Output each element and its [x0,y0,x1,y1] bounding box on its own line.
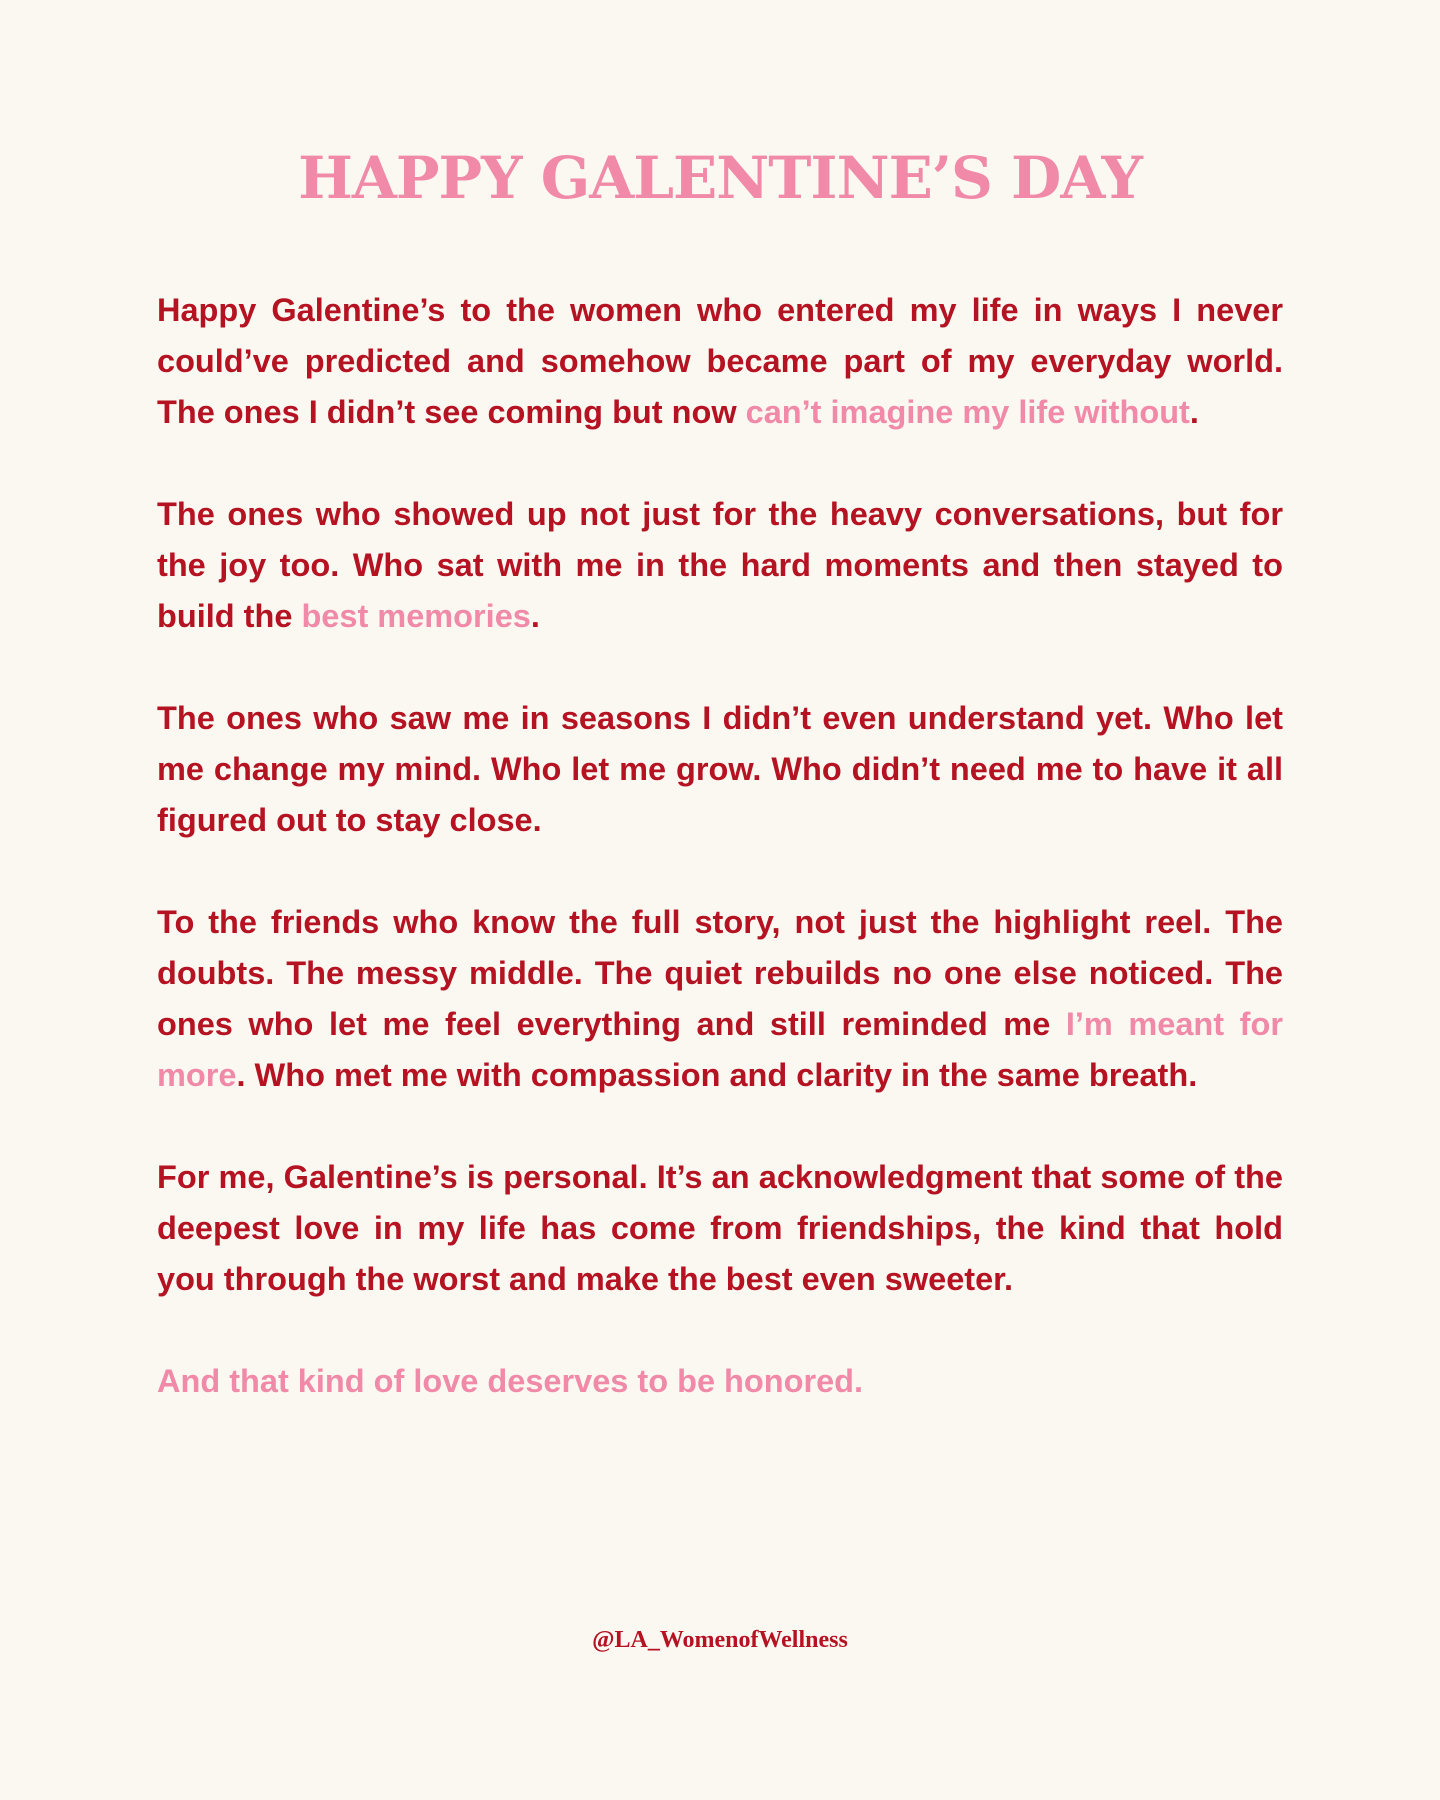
paragraph [157,1152,1283,1305]
post-body [157,285,1283,1407]
text-segment: Happy Galentine’s to the women who entered my life in ways I never could’ve predicted and somehow became part of my everyday world. The ones I didn’t see coming but now [157,292,1283,430]
paragraph [157,897,1283,1101]
post-title: HAPPY GALENTINE’S DAY [298,144,1142,212]
text-segment: The ones who saw me in seasons I didn’t even understand yet. Who let me change my mind. Who let me grow. Who didn’t need me to have it all figured out to stay close. [157,700,1283,838]
highlighted-phrase: best memories [301,598,531,634]
text-segment: For me, Galentine’s is personal. It’s an acknowledgment that some of the deepest love in my life has come from friendships, the kind that hold you through the worst and make the best even sweeter. [157,1159,1283,1297]
text-segment: The ones who showed up not just for the heavy conversations, but for the joy too. Who sat with me in the hard moments and then stayed to build the [157,496,1283,634]
author-handle: @LA_WomenofWellness [592,1627,848,1653]
closing-line: And that kind of love deserves to be honored. [157,1363,864,1399]
paragraph [157,693,1283,846]
paragraph [157,489,1283,642]
paragraph [157,285,1283,438]
text-segment: . [530,598,540,634]
text-segment: To the friends who know the full story, not just the highlight reel. The doubts. The messy middle. The quiet rebuilds no one else noticed. The ones who let me feel everything and still reminded me [157,904,1283,1042]
text-segment: . [1189,394,1199,430]
text-segment: . Who met me with compassion and clarity in the same breath. [236,1057,1198,1093]
highlighted-phrase: can’t imagine my life without [745,394,1190,430]
highlighted-phrase: I’m meant for more [157,1006,1283,1093]
